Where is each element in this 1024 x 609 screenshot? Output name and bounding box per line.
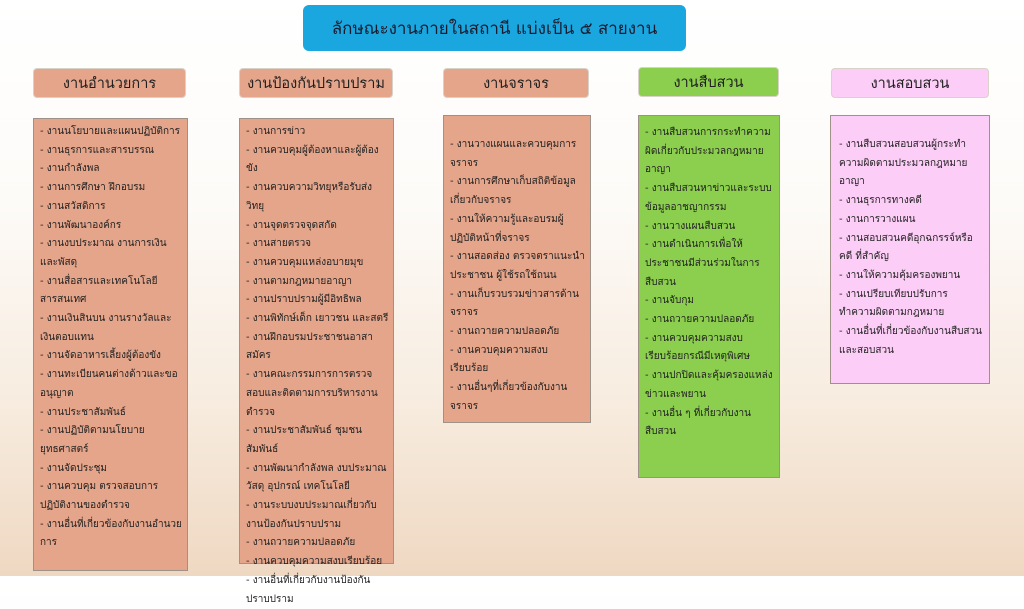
- column-list-prevention: [246, 123, 389, 609]
- list-item: - งานอื่นที่เกี่ยวกับงานป้องกันปราบปราม: [246, 574, 371, 605]
- list-item: - งานธุรการทางคดี: [839, 195, 922, 207]
- list-item: - งานตามกฎหมายอาญา: [246, 275, 353, 287]
- list-item: - งานสืบสวนหาข่าวและระบบข้อมูลอาชญากรรม: [645, 183, 772, 213]
- column-box-traffic: [443, 115, 591, 423]
- list-item: - งานควบคุม ตรวจสอบการปฏิบัติงานของตำรวจ: [40, 481, 159, 512]
- list-item: - งานประชาสัมพันธ์ ชุมชนสัมพันธ์: [246, 425, 363, 455]
- list-item: - งานฝึกอบรมประชาชนอาสาสมัคร: [246, 331, 373, 362]
- list-item: - งานอื่นที่เกี่ยวข้องกับงานอำนวยการ: [40, 518, 182, 549]
- list-item: - งานงบประมาณ งานการเงินและพัสดุ: [40, 238, 167, 268]
- list-item: - งานสื่อสารและเทคโนโลยีสารสนเทศ: [40, 275, 158, 306]
- list-item: - งานระบบงบประมาณเกี่ยวกับงานป้องกันปราบปราม: [246, 500, 377, 530]
- list-item: - งานพัฒนาองค์กร: [40, 219, 122, 231]
- list-item: - งานถวายความปลอดภัย: [246, 537, 356, 549]
- list-item: - งานจุดตรวจจุดสกัด: [246, 219, 337, 231]
- list-item: - งานจัดอาหารเลี้ยงผู้ต้องขัง: [40, 350, 161, 362]
- list-item: - งานสืบสวนสอบสวนผู้กระทำความผิดตามประมวลกฎหมายอาญา: [839, 139, 968, 188]
- column-header-inquiry: งานสอบสวน: [831, 68, 989, 98]
- list-item: - งานการศึกษา ฝึกอบรม: [40, 182, 146, 194]
- column-box-investigation: [638, 115, 780, 478]
- list-item: - งานวางแผนและควบคุมการจราจร: [450, 139, 577, 169]
- list-item: - งานสายตรวจ: [246, 238, 312, 250]
- list-item: - งานอื่นๆที่เกี่ยวข้องกับงานจราจร: [450, 382, 568, 412]
- column-header-investigation: งานสืบสวน: [638, 67, 779, 97]
- list-item: - งานให้ความคุ้มครองพยาน: [839, 269, 961, 281]
- list-item: - งานปราบปรามผู้มีอิทธิพล: [246, 294, 362, 306]
- list-item: - งานสอบสวนคดีอุกฉกรรจ์หรือคดี ที่สำคัญ: [839, 232, 973, 263]
- list-item: - งานการข่าว: [246, 126, 306, 137]
- column-box-inquiry: [830, 115, 990, 384]
- column-list-traffic: [450, 136, 586, 417]
- list-item: - งานวางแผนสืบสวน: [645, 220, 736, 232]
- list-item: - งานจัดประชุม: [40, 462, 107, 474]
- list-item: - งานทะเบียนคนต่างด้าวและขออนุญาต: [40, 369, 178, 399]
- list-item: - งานการวางแผน: [839, 213, 916, 225]
- list-item: - งานนโยบายและแผนปฏิบัติการ: [40, 126, 181, 137]
- list-item: - งานอื่นที่เกี่ยวข้องกับงานสืบสวนและสอบสวน: [839, 326, 982, 356]
- list-item: - งานปฏิบัติตามนโยบายยุทธศาสตร์: [40, 425, 145, 455]
- list-item: - งานสอดส่อง ตรวจตราแนะนำประชาชน ผู้ใช้รถใช้ถนน: [450, 251, 585, 281]
- column-header-traffic: งานจราจร: [443, 68, 589, 98]
- column-list-investigation: [645, 124, 775, 442]
- list-item: - งานควบคุมความสงบเรียบร้อย: [450, 344, 548, 375]
- list-item: - งานปกปิดและคุ้มครองแหล่งข่าวและพยาน: [645, 370, 773, 400]
- list-item: - งานควบคุมความสงบเรียบร้อยกรณีมีเหตุพิเศษ: [645, 332, 750, 363]
- column-box-administration: [33, 118, 188, 571]
- list-item: - งานสืบสวนการกระทำความผิดเกี่ยวกับประมวลกฎหมายอาญา: [645, 127, 771, 176]
- list-item: - งานควบคุมแหล่งอบายมุข: [246, 256, 364, 268]
- list-item: - งานพิทักษ์เด็ก เยาวชน และสตรี: [246, 313, 389, 325]
- list-item: - งานถวายความปลอดภัย: [645, 314, 755, 326]
- list-item: - งานคณะกรรมการการตรวจสอบและติดตามการบริหารงานตำรวจ: [246, 369, 378, 418]
- list-item: - งานควบคุมผู้ต้องหาและผู้ต้องขัง: [246, 144, 379, 175]
- list-item: - งานควบความวิทยุหรือรับส่งวิทยุ: [246, 182, 373, 212]
- list-item: - งานอื่น ๆ ที่เกี่ยวกับงานสืบสวน: [645, 407, 751, 438]
- list-item: - งานให้ความรู้และอบรมผู้ปฏิบัติหน้าที่จราจร: [450, 213, 564, 244]
- list-item: - งานกำลังพล: [40, 163, 100, 175]
- column-header-administration: งานอำนวยการ: [33, 68, 186, 98]
- list-item: - งานเงินสินบน งานรางวัลและเงินตอบแทน: [40, 313, 172, 343]
- list-item: - งานถวายความปลอดภัย: [450, 326, 560, 338]
- column-list-administration: [40, 123, 183, 553]
- list-item: - งานประชาสัมพันธ์: [40, 406, 126, 418]
- list-item: - งานเปรียบเทียบปรับการทำความผิดตามกฎหมาย: [839, 288, 948, 319]
- column-header-prevention: งานป้องกันปราบปราม: [239, 68, 393, 98]
- list-item: - งานควบคุมความสงบเรียบร้อย: [246, 556, 383, 568]
- diagram-title: ลักษณะงานภายในสถานี แบ่งเป็น ๕ สายงาน: [303, 5, 686, 51]
- column-list-inquiry: [839, 136, 983, 360]
- list-item: - งานธุรการและสารบรรณ: [40, 144, 155, 156]
- list-item: - งานจับกุม: [645, 295, 694, 307]
- list-item: - งานดำเนินการเพื่อให้ประชาชนมีส่วนร่วมในการสืบสวน: [645, 239, 760, 288]
- list-item: - งานพัฒนากำลังพล งบประมาณ วัสดุ อุปกรณ์ เทคโนโลยี: [246, 462, 387, 493]
- list-item: - งานเก็บรวบรวมข่าวสารด้านจราจร: [450, 288, 579, 319]
- list-item: - งานการศึกษาเก็บสถิติข้อมูลเกี่ยวกับจราจร: [450, 176, 576, 207]
- column-box-prevention: [239, 118, 394, 605]
- list-item: - งานสวัสดิการ: [40, 200, 106, 212]
